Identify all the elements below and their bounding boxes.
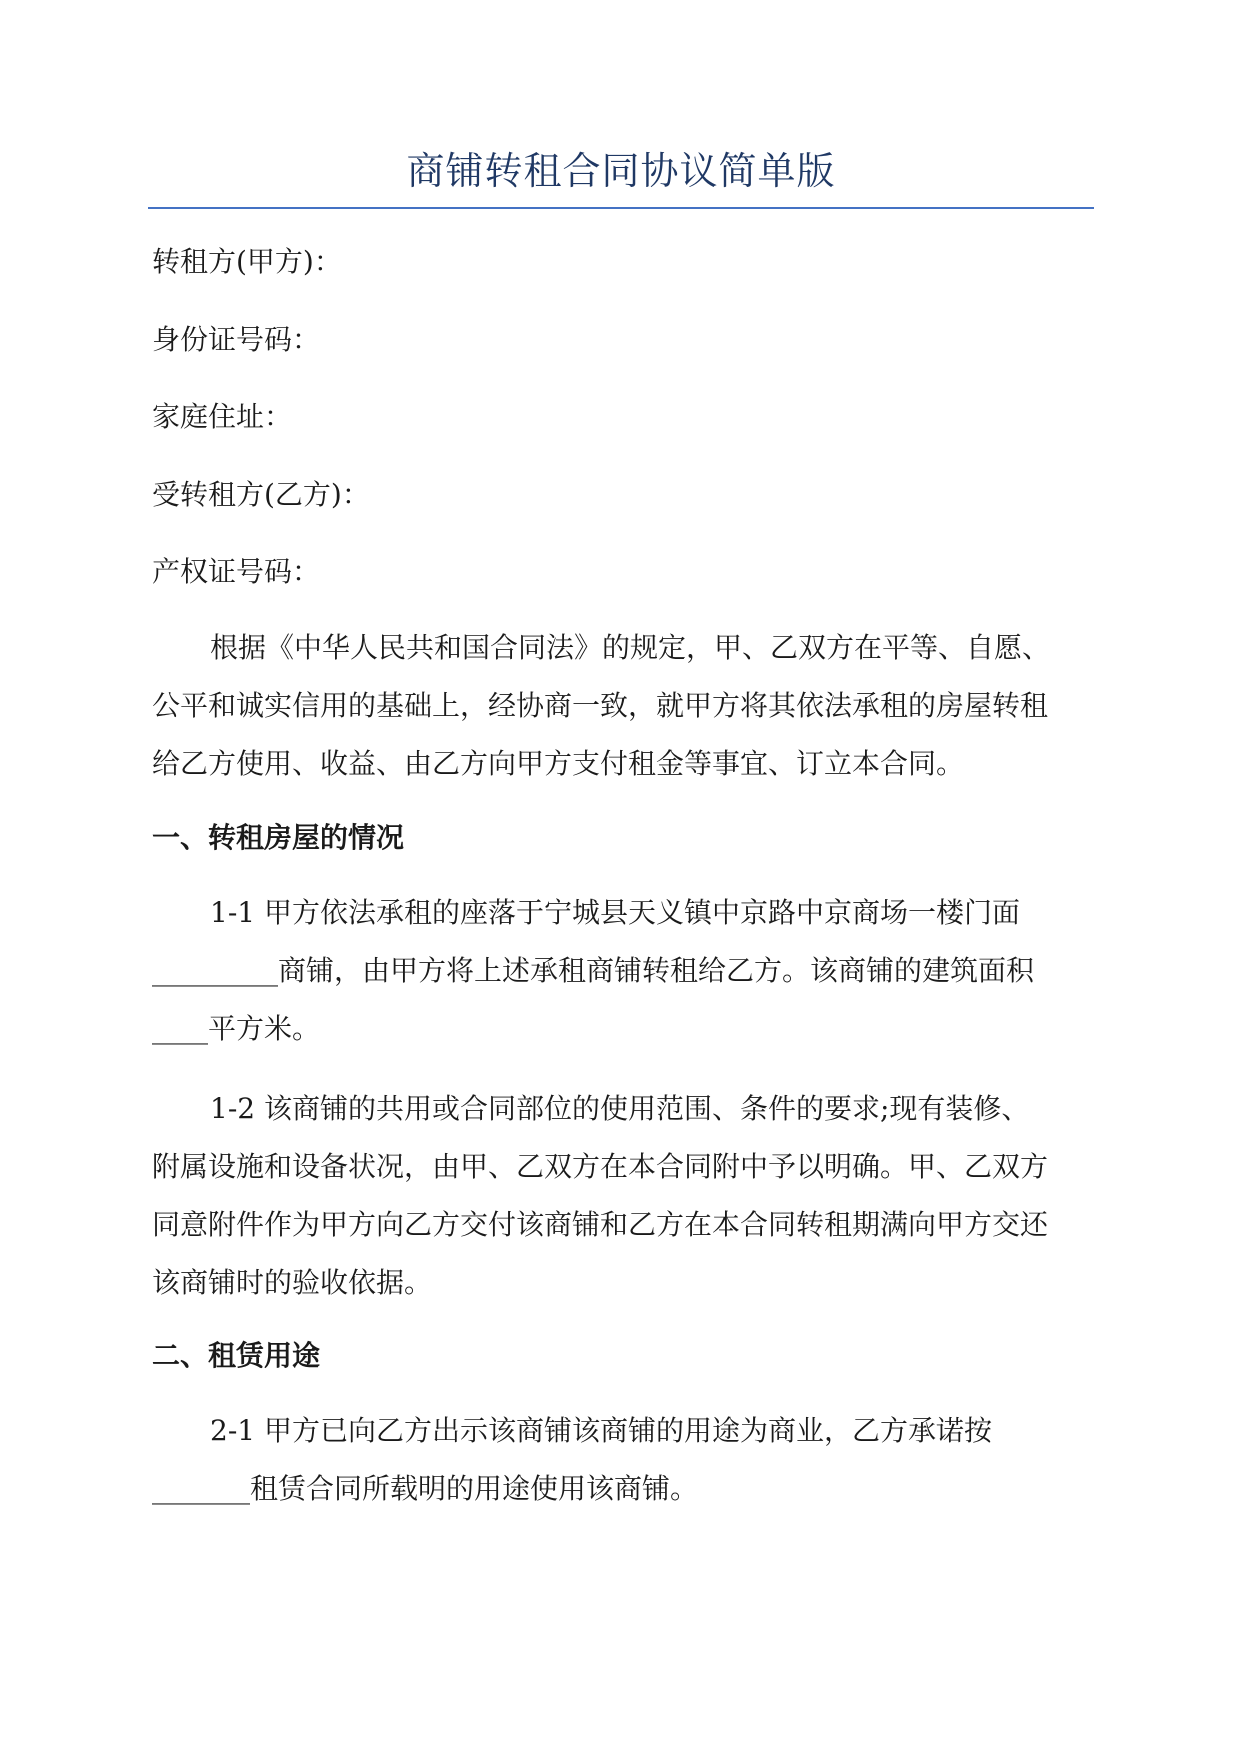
section-2-heading: 二、租赁用途 — [152, 1339, 321, 1372]
intro-line: 公平和诚实信用的基础上，经协商一致，就甲方将其依法承租的房屋转租 — [152, 689, 1049, 722]
intro-paragraph — [152, 619, 1092, 793]
clause-line: 同意附件作为甲方向乙方交付该商铺和乙方在本合同转租期满向甲方交还 — [152, 1208, 1049, 1241]
clause-line: 1-2 该商铺的共用或合同部位的使用范围、条件的要求;现有装修、 — [210, 1092, 1030, 1125]
clause-line: 2-1 甲方已向乙方出示该商铺该商铺的用途为商业，乙方承诺按 — [210, 1414, 992, 1447]
document-title: 商铺转租合同协议简单版 — [406, 149, 836, 193]
clause-line: _________商铺，由甲方将上述承租商铺转租给乙方。该商铺的建筑面积 — [152, 954, 1035, 987]
clause-line: 1-1 甲方依法承租的座落于宁城县天义镇中京路中京商场一楼门面 — [210, 896, 1020, 929]
clause-line: ____平方米。 — [152, 1012, 321, 1045]
intro-line: 根据《中华人民共和国合同法》的规定，甲、乙双方在平等、自愿、 — [210, 631, 1051, 664]
clause-1-2 — [152, 1080, 1092, 1312]
section-1-heading: 一、转租房屋的情况 — [152, 821, 405, 854]
field-sublessee: 受转租方(乙方)： — [152, 478, 370, 511]
clause-1-1 — [152, 884, 1092, 1058]
clause-line: 附属设施和设备状况，由甲、乙双方在本合同附中予以明确。甲、乙双方 — [152, 1150, 1049, 1183]
intro-line: 给乙方使用、收益、由乙方向甲方支付租金等事宜、订立本合同。 — [152, 747, 965, 780]
clause-line: 该商铺时的验收依据。 — [152, 1266, 433, 1299]
title-underline — [148, 207, 1094, 209]
field-property-cert-number: 产权证号码： — [152, 555, 321, 588]
clause-line: _______租赁合同所载明的用途使用该商铺。 — [152, 1472, 699, 1505]
clause-2-1 — [152, 1402, 1092, 1518]
field-id-number: 身份证号码： — [152, 323, 321, 356]
field-sublessor: 转租方(甲方)： — [152, 245, 342, 278]
field-home-address: 家庭住址： — [152, 400, 293, 433]
